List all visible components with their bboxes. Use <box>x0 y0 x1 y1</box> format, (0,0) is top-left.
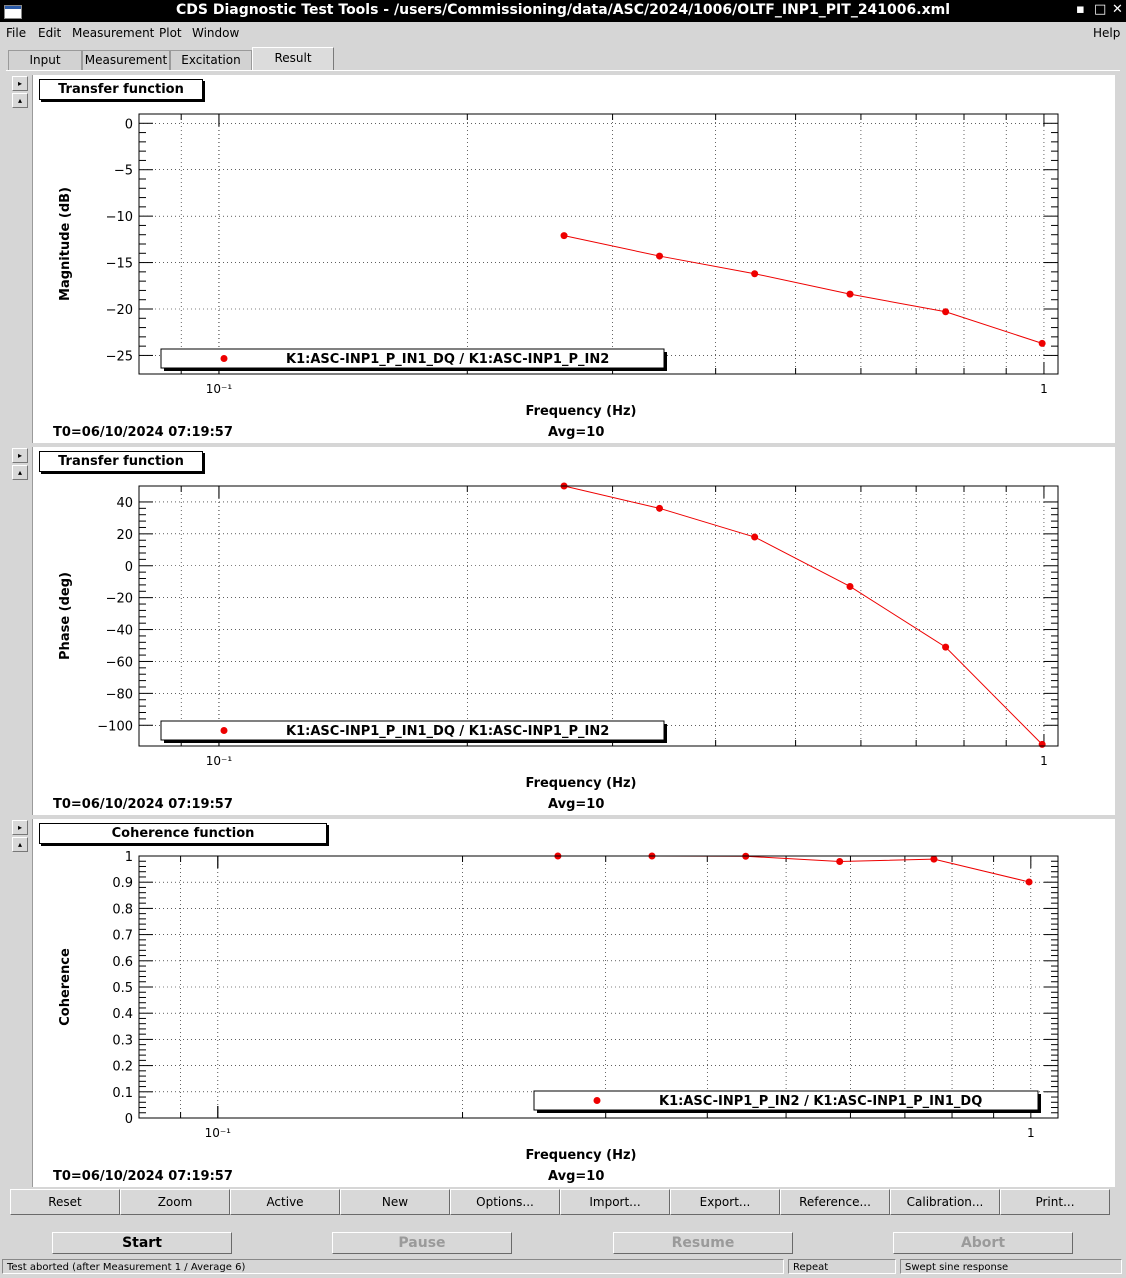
menu-measurement[interactable]: Measurement <box>72 26 155 40</box>
resume-button[interactable]: Resume <box>613 1232 793 1254</box>
legend-marker <box>594 1097 601 1104</box>
status-mode: Swept sine response <box>900 1259 1122 1274</box>
y-tick-label: −20 <box>105 591 133 607</box>
import-button[interactable]: Import... <box>560 1189 670 1215</box>
tab-input[interactable]: Input <box>8 50 82 70</box>
pause-button[interactable]: Pause <box>332 1232 512 1254</box>
menu-window[interactable]: Window <box>192 26 240 40</box>
x-tick-label: 10⁻¹ <box>205 754 233 768</box>
triangle-up-icon: ▴ <box>17 96 22 105</box>
new-button[interactable]: New <box>340 1189 450 1215</box>
data-point <box>561 232 568 239</box>
y-tick-label: 0.7 <box>112 928 133 944</box>
triangle-up-icon: ▴ <box>17 468 22 477</box>
y-tick-label: −20 <box>105 303 133 318</box>
menu-edit[interactable]: Edit <box>38 26 62 40</box>
collapse-panel-2-button[interactable] <box>12 465 28 480</box>
collapse-panel-3-button[interactable] <box>12 837 28 852</box>
menu-help[interactable]: Help <box>1093 26 1121 40</box>
series-line <box>564 236 1042 344</box>
y-tick-label: 0 <box>124 1112 133 1127</box>
expand-panel-2-button[interactable] <box>12 448 28 463</box>
expand-panel-3-button[interactable] <box>12 820 28 835</box>
print-button[interactable]: Print... <box>1000 1189 1110 1215</box>
panel-title[interactable]: Coherence function <box>39 823 327 844</box>
y-tick-label: 1 <box>124 850 133 865</box>
y-tick-label: −10 <box>105 210 133 226</box>
x-tick-label: 10⁻¹ <box>204 1126 232 1140</box>
data-point <box>656 253 663 260</box>
avg-label: Avg=10 <box>548 797 605 812</box>
y-tick-label: −80 <box>105 687 133 703</box>
y-tick-label: 0.9 <box>112 876 133 892</box>
triangle-up-icon: ▴ <box>17 840 22 849</box>
t0-label: T0=06/10/2024 07:19:57 <box>53 425 233 440</box>
y-tick-label: 0.6 <box>112 954 133 970</box>
x-tick-label: 10⁻¹ <box>205 382 233 396</box>
x-axis-label: Frequency (Hz) <box>525 776 637 791</box>
data-point <box>1039 741 1046 748</box>
x-axis-label: Frequency (Hz) <box>525 404 637 419</box>
y-tick-label: −15 <box>105 256 133 272</box>
avg-label: Avg=10 <box>548 1169 605 1184</box>
status-message: Test aborted (after Measurement 1 / Average 6) <box>2 1259 784 1274</box>
coherence-panel <box>32 819 1115 1187</box>
y-tick-label: 0.2 <box>112 1059 133 1075</box>
options-button[interactable]: Options... <box>450 1189 560 1215</box>
phase-plot[interactable] <box>33 447 1115 815</box>
y-tick-label: −40 <box>105 623 133 639</box>
data-point <box>1039 340 1046 347</box>
data-point <box>1026 878 1033 885</box>
tab-bar <box>0 46 1126 70</box>
legend-text: K1:ASC-INP1_P_IN2 / K1:ASC-INP1_P_IN1_DQ <box>659 1094 983 1109</box>
data-point <box>751 270 758 277</box>
y-tick-label: −60 <box>105 655 133 671</box>
data-point <box>942 644 949 651</box>
y-tick-label: 0.4 <box>112 1007 133 1023</box>
x-tick-label: 1 <box>1027 1126 1035 1140</box>
t0-label: T0=06/10/2024 07:19:57 <box>53 1169 233 1184</box>
t0-label: T0=06/10/2024 07:19:57 <box>53 797 233 812</box>
series-line <box>558 856 1029 882</box>
legend-marker <box>221 727 228 734</box>
avg-label: Avg=10 <box>548 425 605 440</box>
data-point <box>847 583 854 590</box>
menu-bar <box>0 22 1126 44</box>
x-axis-label: Frequency (Hz) <box>525 1148 637 1163</box>
y-tick-label: 0 <box>124 559 133 575</box>
y-tick-label: 0.5 <box>112 981 133 996</box>
series-line <box>564 486 1042 744</box>
legend <box>161 349 667 371</box>
abort-button[interactable]: Abort <box>893 1232 1073 1254</box>
reference-button[interactable]: Reference... <box>780 1189 890 1215</box>
x-tick-label: 1 <box>1040 754 1048 768</box>
y-tick-label: −25 <box>105 349 133 365</box>
phase-panel <box>32 447 1115 815</box>
data-point <box>930 856 937 863</box>
data-point <box>836 858 843 865</box>
tab-measurement[interactable]: Measurement <box>82 50 170 70</box>
coherence-plot[interactable] <box>33 819 1115 1187</box>
magnitude-panel <box>32 75 1115 443</box>
legend-text: K1:ASC-INP1_P_IN1_DQ / K1:ASC-INP1_P_IN2 <box>286 352 610 367</box>
y-axis-label: Phase (deg) <box>58 572 73 660</box>
y-axis-label: Magnitude (dB) <box>58 187 73 301</box>
y-axis-label: Coherence <box>58 948 73 1026</box>
triangle-right-icon: ▸ <box>17 79 22 88</box>
y-tick-label: 0.3 <box>112 1033 133 1049</box>
data-point <box>656 505 663 512</box>
y-tick-label: −100 <box>97 719 133 735</box>
data-point <box>847 291 854 298</box>
magnitude-plot[interactable] <box>33 75 1115 443</box>
start-button[interactable]: Start <box>52 1232 232 1254</box>
zoom-button[interactable]: Zoom <box>120 1189 230 1215</box>
expand-panel-1-button[interactable] <box>12 76 28 91</box>
export-button[interactable]: Export... <box>670 1189 780 1215</box>
panel-title[interactable]: Transfer function <box>39 451 203 472</box>
title-bar <box>0 0 1126 22</box>
active-button[interactable]: Active <box>230 1189 340 1215</box>
tab-result[interactable]: Result <box>252 47 334 70</box>
legend-marker <box>221 355 228 362</box>
menu-file[interactable]: File <box>6 26 27 40</box>
collapse-panel-1-button[interactable] <box>12 93 28 108</box>
menu-plot[interactable]: Plot <box>159 26 182 40</box>
y-tick-label: 0.1 <box>112 1085 133 1101</box>
legend-text: K1:ASC-INP1_P_IN1_DQ / K1:ASC-INP1_P_IN2 <box>286 724 610 739</box>
status-repeat: Repeat <box>788 1259 896 1274</box>
y-tick-label: −5 <box>113 163 133 179</box>
x-tick-label: 1 <box>1040 382 1048 396</box>
maximize-button[interactable]: □ <box>1094 2 1107 17</box>
legend <box>161 721 667 743</box>
minimize-button[interactable]: ▪ <box>1076 2 1085 17</box>
legend <box>534 1091 1041 1113</box>
data-point <box>751 534 758 541</box>
panel-title[interactable]: Transfer function <box>39 79 203 100</box>
calibration-button[interactable]: Calibration... <box>890 1189 1000 1215</box>
y-tick-label: 40 <box>116 495 133 511</box>
y-tick-label: 0.8 <box>112 902 133 918</box>
triangle-right-icon: ▸ <box>17 451 22 460</box>
data-point <box>942 308 949 315</box>
window-title: CDS Diagnostic Test Tools - /users/Commissioning/data/ASC/2024/1006/OLTF_INP1_PIT_241006.xml <box>175 2 951 18</box>
triangle-right-icon: ▸ <box>17 823 22 832</box>
reset-button[interactable]: Reset <box>10 1189 120 1215</box>
close-button[interactable]: ✕ <box>1112 2 1123 17</box>
y-tick-label: 0 <box>124 117 133 133</box>
tab-excitation[interactable]: Excitation <box>170 50 252 70</box>
y-tick-label: 20 <box>116 527 133 543</box>
